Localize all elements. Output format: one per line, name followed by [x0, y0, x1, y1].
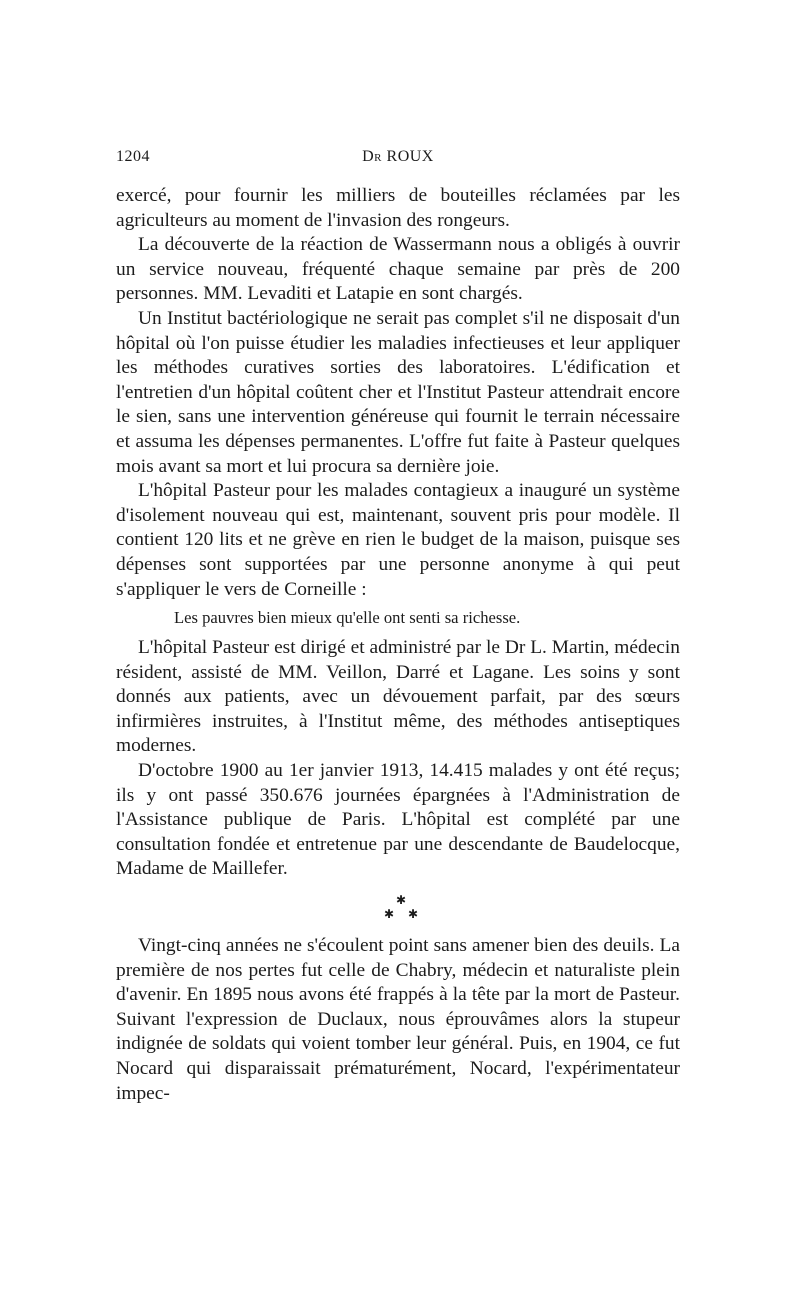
- paragraph-hospital-statistics: D'octobre 1900 au 1er janvier 1913, 14.415 malades y ont été reçus; ils y ont passé 350.676 journées épargnées à l'Administration de l'Assistance publique de Paris. L'hôpital est complété par une consultation fondée et entretenue par une descendante de Baudelocque, Madame de Maillefer.: [116, 760, 680, 880]
- section-separator: [116, 886, 680, 932]
- paragraph-losses: Vingt-cinq années ne s'écoulent point sans amener bien des deuils. La première de nos pertes fut celle de Chabry, médecin et naturaliste plein d'avenir. En 1895 nous avons été frappés à la tête par la mort de Pasteur. Suivant l'expression de Duclaux, nous éprouvâmes alors la stupeur indignée de soldats qui voient tomber leur général. Puis, en 1904, ce fut Nocard qui disparaissait prématurément, Nocard, l'expérimentateur impec-: [116, 935, 680, 1104]
- running-title: Dr ROUX: [362, 148, 434, 165]
- paragraph-continued: exercé, pour fournir les milliers de bouteilles réclamées par les agriculteurs au moment de l'invasion des rongeurs.: [116, 185, 680, 231]
- asterism-star-left: ✱: [384, 907, 395, 922]
- corneille-quote: Les pauvres bien mieux qu'elle ont senti sa richesse.: [174, 608, 521, 628]
- paragraph-hospital-pasteur: L'hôpital Pasteur pour les malades contagieux a inauguré un système d'isolement nouveau qui est, maintenant, souvent pris pour modèle. Il contient 120 lits et ne grève en rien le budget de la maison, puisque ses dépenses sont supportées par une personne anonyme à qui peut s'appliquer le vers de Corneille :: [116, 480, 680, 600]
- asterism-star-right: ✱: [408, 907, 419, 922]
- paragraph-wassermann: La découverte de la réaction de Wassermann nous a obligés à ouvrir un service nouveau, fréquenté chaque semaine par près de 200 personnes. MM. Levaditi et Latapie en sont chargés.: [116, 234, 680, 305]
- page-number: 1204: [116, 148, 150, 165]
- body-text: [116, 184, 680, 1106]
- running-head: [116, 148, 680, 170]
- paragraph-hospital-staff: L'hôpital Pasteur est dirigé et administré par le Dr L. Martin, médecin résident, assisté de MM. Veillon, Darré et Lagane. Les soins y sont donnés aux patients, avec un dévouement parfait, par des sœurs infirmières instruites, à l'Institut même, des méthodes antiseptiques modernes.: [116, 637, 680, 757]
- paragraph-hospital-need: Un Institut bactériologique ne serait pas complet s'il ne disposait d'un hôpital où l'on puisse étudier les maladies infectieuses et leur appliquer les méthodes curatives sorties des laboratoires. L'édification et l'entretien d'un hôpital coûtent cher et l'Institut Pasteur attendrait encore le sien, sans une intervention généreuse qui fournit le terrain nécessaire et assuma les dépenses permanentes. L'offre fut faite à Pasteur quelques mois avant sa mort et lui procura sa dernière joie.: [116, 307, 680, 477]
- book-page: [116, 148, 680, 1106]
- asterism-star-top: ✱: [396, 893, 407, 908]
